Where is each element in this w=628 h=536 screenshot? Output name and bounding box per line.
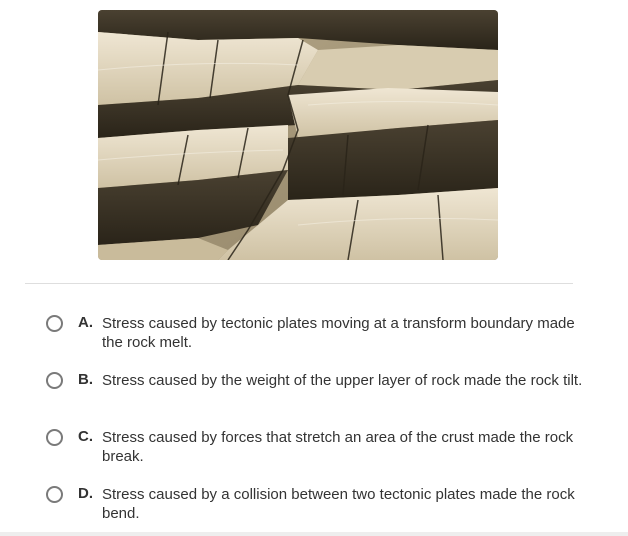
option-letter: A.	[78, 314, 93, 331]
answer-option-b[interactable]	[46, 369, 586, 415]
radio-button[interactable]	[46, 315, 63, 332]
radio-button[interactable]	[46, 486, 63, 503]
option-letter: D.	[78, 485, 93, 502]
option-letter: C.	[78, 428, 93, 445]
answer-option-d[interactable]	[46, 483, 586, 529]
option-text: Stress caused by tectonic plates moving at a transform boundary made the rock melt.	[102, 315, 575, 351]
radio-button[interactable]	[46, 372, 63, 389]
answer-option-a[interactable]	[46, 312, 586, 358]
divider	[25, 283, 573, 284]
answer-option-c[interactable]	[46, 426, 586, 472]
radio-button[interactable]	[46, 429, 63, 446]
option-text: Stress caused by the weight of the upper layer of rock made the rock tilt.	[102, 372, 583, 389]
option-text: Stress caused by a collision between two tectonic plates made the rock bend.	[102, 486, 575, 522]
bottom-edge	[0, 532, 628, 536]
option-text: Stress caused by forces that stretch an area of the crust made the rock break.	[102, 429, 574, 465]
rock-strata-image	[98, 10, 498, 260]
option-letter: B.	[78, 371, 93, 388]
rock-strata-illustration	[98, 10, 498, 260]
